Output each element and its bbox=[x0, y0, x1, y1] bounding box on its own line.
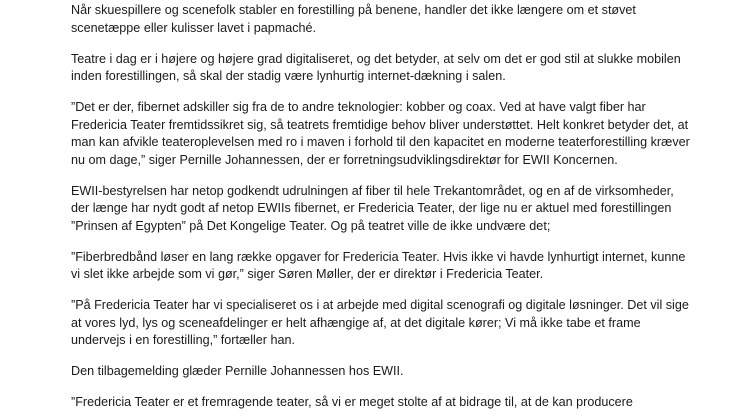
paragraph-quote-pernille: ”Det er der, fibernet adskiller sig fra de to andre teknologier: kobber og coax. Ved at have valgt fiber har Fredericia Teater fremtidssikret sig, så teatrets fremtidige behov bliver understøttet. Helt konkret betyder det, at man kan afvikle teateroplevelsen med ro i maven i forhold til den kapacitet en moderne teaterforestilling kræver nu om dage,” siger Pernille Johannessen, der er forretningsudviklingsdirektør for EWII Koncernen. bbox=[71, 100, 690, 167]
article-body bbox=[71, 2, 691, 419]
paragraph-intro: Når skuespillere og scenefolk stabler en forestilling på benene, handler det ikke længere om et støvet scenetæppe eller kulisser lavet i papmaché. bbox=[71, 3, 636, 35]
paragraph-feedback: Den tilbagemelding glæder Pernille Johannessen hos EWII. bbox=[71, 364, 404, 378]
paragraph-digital-scenography: ”På Fredericia Teater har vi specialiseret os i at arbejde med digital scenografi og digitale løsninger. Det vil sige at vores lyd, lys og sceneafdelinger er helt afhængige af, at det digitale kører; Vi må ikke tabe et frame undervejs i en forestilling,” fortæller han. bbox=[71, 298, 689, 347]
paragraph-digitalization: Teatre i dag er i højere og højere grad digitaliseret, og det betyder, at selv om det er god stil at slukke mobilen inden forestillingen, så skal der stadig være lynhurtig internet-dækning i salen. bbox=[71, 51, 681, 83]
paragraph-ewii-board: EWII-bestyrelsen har netop godkendt udrulningen af fiber til hele Trekantområdet, og en af de virksomheder, der længe har nydt godt af netop EWIIs fibernet, er Fredericia Teater, der lige nu er aktuel med forestillingen ”Prinsen af Egypten” på Det Kongelige Teater. Og på teatret ville de ikke undvære det; bbox=[71, 183, 674, 233]
paragraph-quote-soren: ”Fiberbredbånd løser en lang række opgaver for Fredericia Teater. Hvis ikke vi havde lynhurtigt internet, kunne vi slet ikke arbejde som vi gør,” siger Søren Møller, der er direktør i Fredericia Teater. bbox=[71, 249, 686, 281]
paragraph-closing-quote: ”Fredericia Teater er et fremragende teater, så vi er meget stolte af at bidrage til, at de kan producere bbox=[71, 395, 633, 409]
